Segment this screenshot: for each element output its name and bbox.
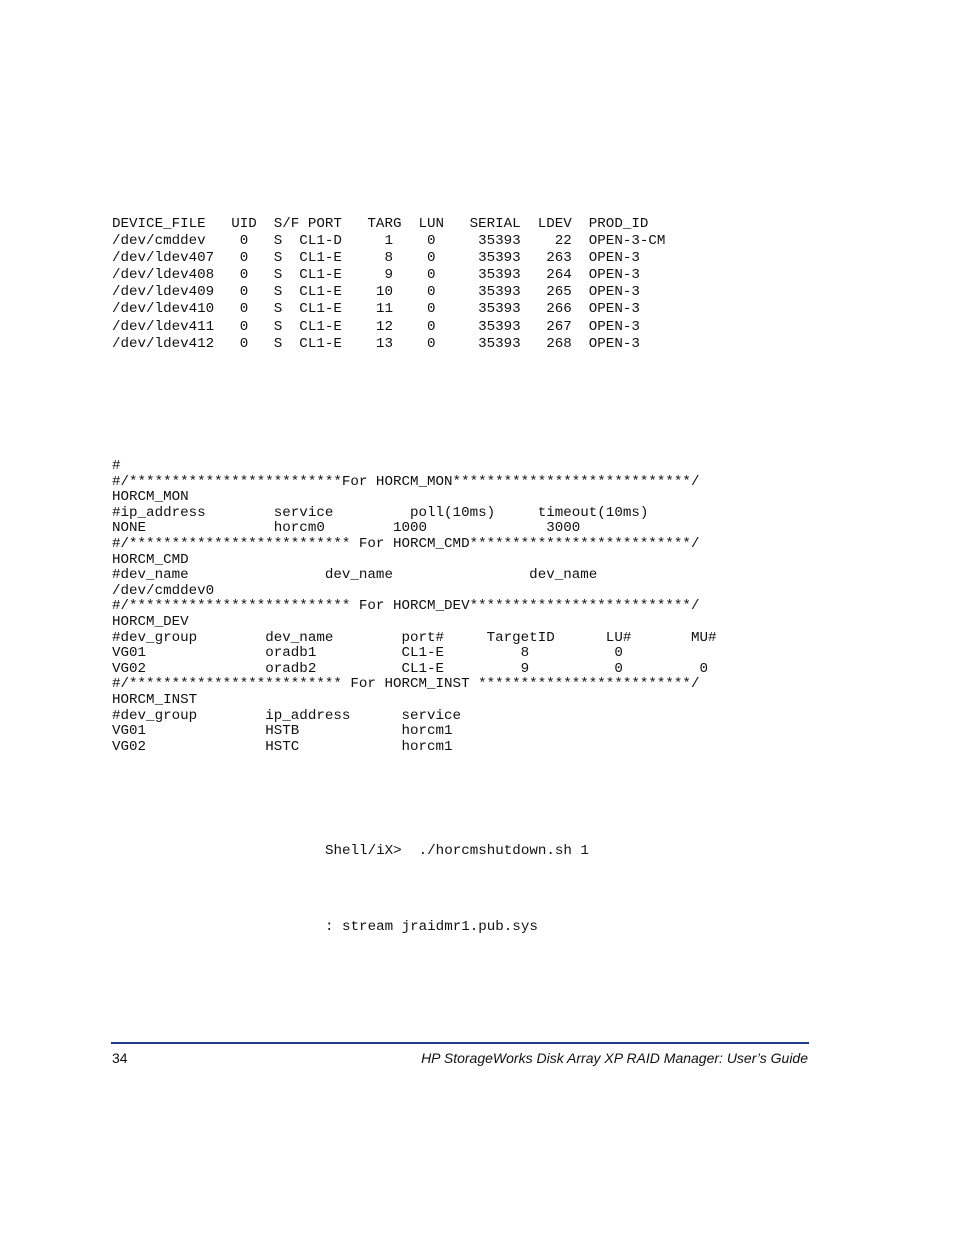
config-line: VG01 HSTB horcm1 — [112, 723, 453, 740]
device-row: /dev/ldev411 0 S CL1-E 12 0 35393 267 OPEN-3 — [112, 318, 640, 335]
config-line: VG02 oradb2 CL1-E 9 0 0 — [112, 660, 708, 677]
stream-command: : stream jraidmr1.pub.sys — [325, 919, 538, 935]
config-line: #dev_group ip_address service — [112, 707, 462, 724]
config-line: HORCM_CMD — [112, 551, 189, 568]
footer-rule — [111, 1042, 809, 1044]
config-line: HORCM_MON — [112, 489, 189, 506]
config-line: NONE horcm0 1000 3000 — [112, 520, 581, 537]
device-table-header: DEVICE_FILE UID S/F PORT TARG LUN SERIAL LDEV PROD_ID — [112, 216, 649, 232]
config-line: #ip_address service poll(10ms) timeout(10ms) — [112, 504, 649, 521]
running-title: HP StorageWorks Disk Array XP RAID Manager: User’s Guide — [421, 1050, 808, 1066]
device-row: /dev/ldev410 0 S CL1-E 11 0 35393 266 OPEN-3 — [112, 301, 640, 318]
config-line: #dev_group dev_name port# TargetID LU# MU# — [112, 629, 717, 646]
shutdown-command: Shell/iX> ./horcmshutdown.sh 1 — [325, 843, 589, 859]
config-line: #/************************** For HORCM_CMD**************************/ — [112, 535, 700, 552]
device-row: /dev/ldev409 0 S CL1-E 10 0 35393 265 OPEN-3 — [112, 284, 640, 301]
device-listing — [112, 216, 665, 353]
horcm-config-file — [112, 459, 717, 755]
config-line: VG01 oradb1 CL1-E 8 0 — [112, 645, 623, 662]
config-line: /dev/cmddev0 — [112, 582, 215, 599]
config-line: HORCM_DEV — [112, 613, 189, 630]
config-line: #dev_name dev_name dev_name — [112, 567, 598, 584]
device-row: /dev/ldev412 0 S CL1-E 13 0 35393 268 OPEN-3 — [112, 335, 640, 352]
config-line: #/************************* For HORCM_INST *************************/ — [112, 676, 700, 693]
device-row: /dev/ldev408 0 S CL1-E 9 0 35393 264 OPEN-3 — [112, 267, 640, 284]
config-line: #/*************************For HORCM_MON****************************/ — [112, 473, 700, 490]
page-number: 34 — [112, 1050, 128, 1066]
config-line: HORCM_INST — [112, 691, 198, 708]
device-row: /dev/ldev407 0 S CL1-E 8 0 35393 263 OPEN-3 — [112, 250, 640, 267]
config-line: # — [112, 458, 121, 474]
config-line: #/************************** For HORCM_DEV**************************/ — [112, 598, 700, 615]
device-row: /dev/cmddev 0 S CL1-D 1 0 35393 22 OPEN-3-CM — [112, 233, 666, 250]
config-line: VG02 HSTC horcm1 — [112, 738, 453, 755]
